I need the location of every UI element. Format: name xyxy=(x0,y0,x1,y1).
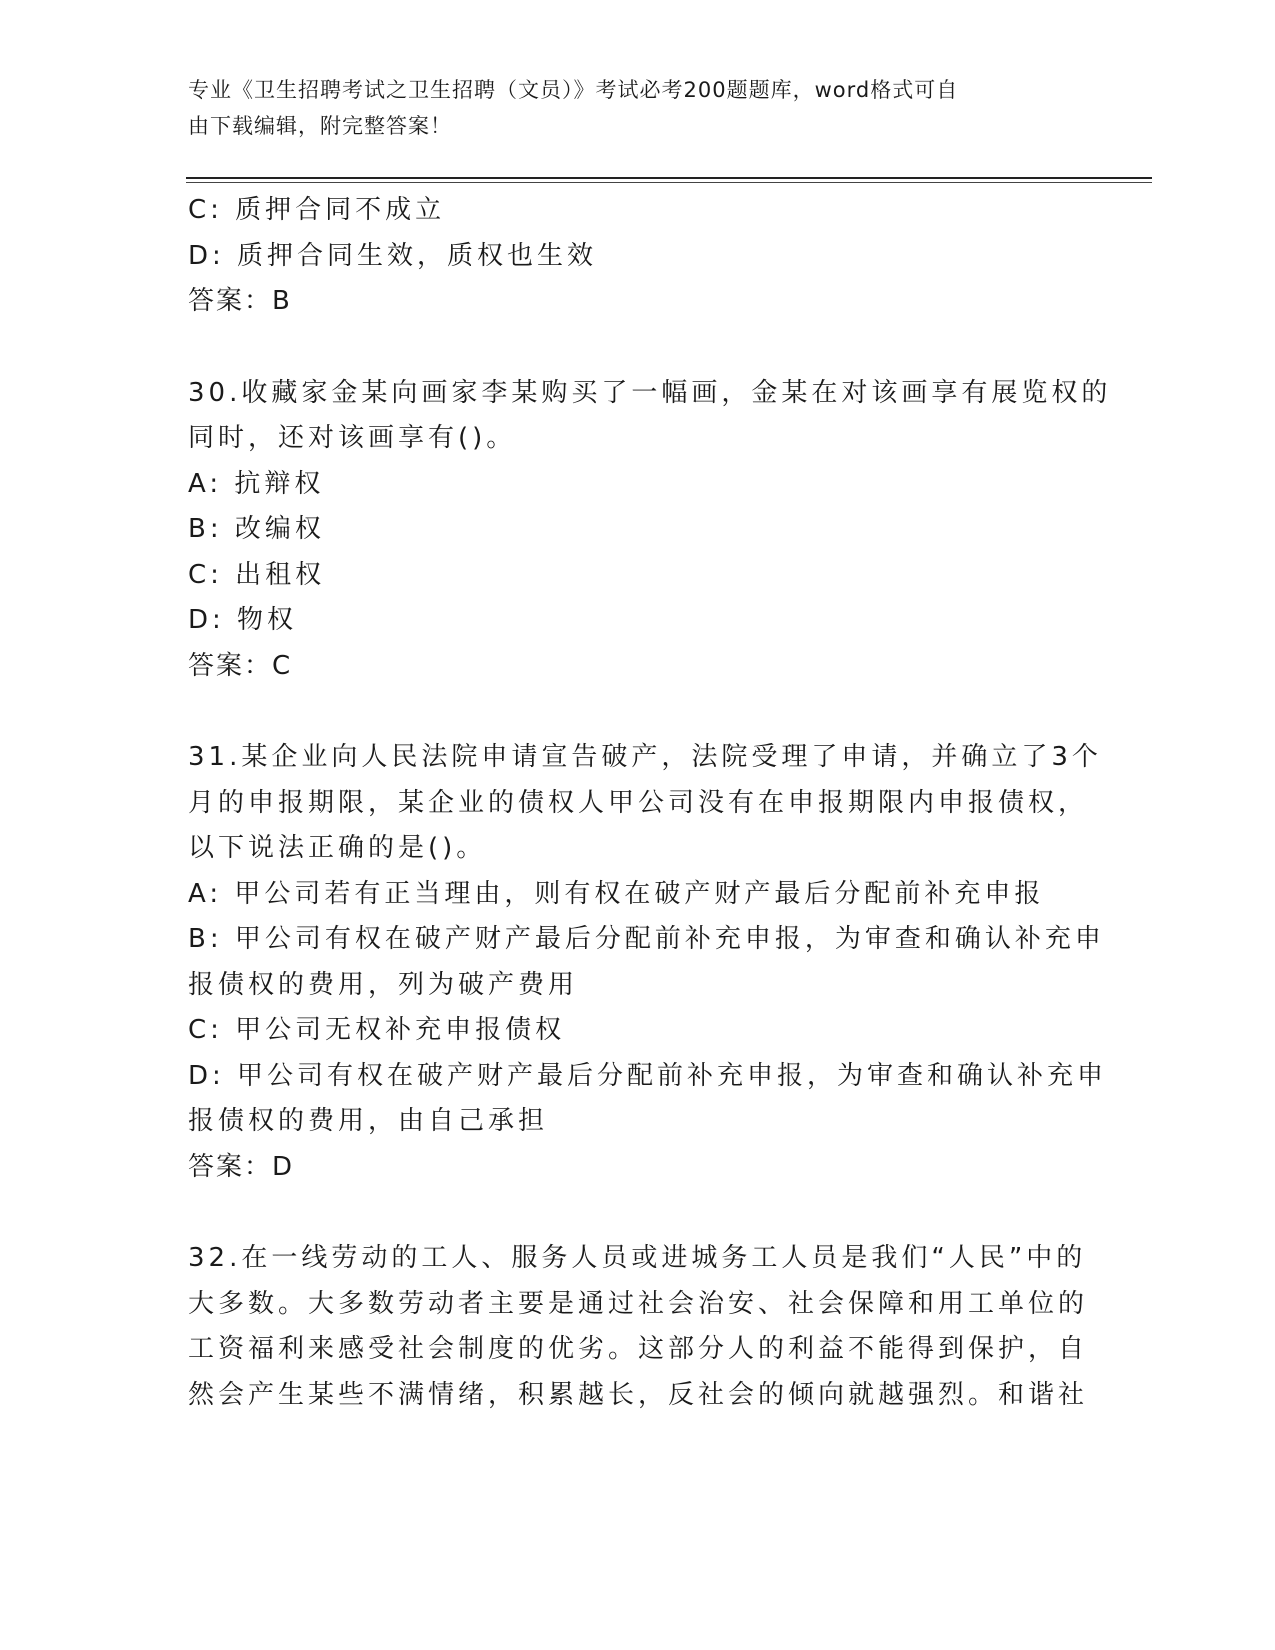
option-d: D: 物权 xyxy=(188,605,298,635)
option-c: C: 出租权 xyxy=(188,559,326,590)
question-stem-line: 30.收藏家金某向画家李某购买了一幅画，金某在对该画享有展览权的 xyxy=(188,377,1112,408)
option-b-continued: 报债权的费用，列为破产费用 xyxy=(188,969,579,1000)
header-line-1: 专业《卫生招聘考试之卫生招聘（文员）》考试必考200题题库，word格式可自 xyxy=(188,78,959,102)
question-stem-line: 31.某企业向人民法院申请宣告破产，法院受理了申请，并确立了3个 xyxy=(188,742,1102,772)
option-a: A: 甲公司若有正当理由，则有权在破产财产最后分配前补充申报 xyxy=(188,878,1045,909)
question-32 xyxy=(188,1236,1089,1418)
option-d-continued: 报债权的费用，由自己承担 xyxy=(188,1106,549,1136)
page-header xyxy=(188,72,1068,144)
question-stem-line: 月的申报期限，某企业的债权人甲公司没有在申报期限内申报债权， xyxy=(188,787,1089,818)
option-d: D: 质押合同生效，质权也生效 xyxy=(188,240,598,271)
spacer xyxy=(188,689,1078,735)
question-31 xyxy=(188,735,1108,1190)
option-c: C: 质押合同不成立 xyxy=(188,195,446,225)
option-b: B: 甲公司有权在破产财产最后分配前补充申报，为审查和确认补充申 xyxy=(188,924,1105,954)
option-d: D: 甲公司有权在破产财产最后分配前补充申报，为审查和确认补充申 xyxy=(188,1060,1108,1091)
header-divider-thick xyxy=(186,177,1152,179)
spacer xyxy=(188,1190,1078,1236)
question-stem-line: 同时，还对该画享有()。 xyxy=(188,423,517,453)
question-list xyxy=(188,188,1112,1418)
question-stem-line: 大多数。大多数劳动者主要是通过社会治安、社会保障和用工单位的 xyxy=(188,1288,1089,1319)
spacer xyxy=(188,325,1078,371)
question-30 xyxy=(188,371,1112,690)
answer-line: 答案：B xyxy=(188,286,292,316)
header-line-2: 由下载编辑，附完整答案！ xyxy=(188,114,452,138)
question-stem-line: 工资福利来感受社会制度的优劣。这部分人的利益不能得到保护，自 xyxy=(188,1334,1089,1364)
option-b: B: 改编权 xyxy=(188,514,325,544)
answer-line: 答案：C xyxy=(188,650,293,681)
question-stem-line: 32.在一线劳动的工人、服务人员或进城务工人员是我们“人民”中的 xyxy=(188,1243,1087,1273)
option-a: A: 抗辩权 xyxy=(188,468,325,499)
question-29-tail xyxy=(188,188,1078,325)
question-stem-line: 然会产生某些不满情绪，积累越长，反社会的倾向就越强烈。和谐社 xyxy=(188,1379,1089,1410)
question-stem-line: 以下说法正确的是()。 xyxy=(188,833,487,863)
answer-line: 答案：D xyxy=(188,1151,295,1182)
header-divider-thin xyxy=(186,182,1152,183)
option-c: C: 甲公司无权补充申报债权 xyxy=(188,1015,566,1045)
